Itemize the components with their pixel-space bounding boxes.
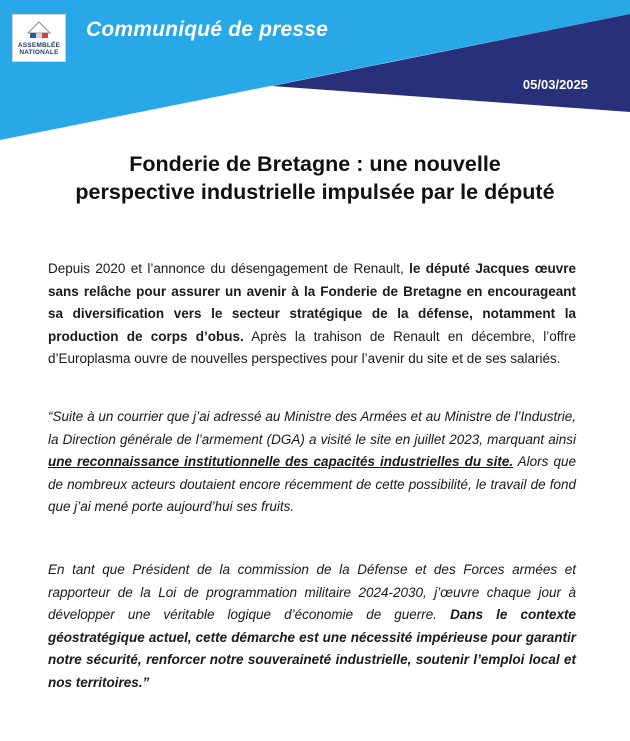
paragraph-intro-text-end: Après la trahison de Renault en décembre, l’offre d’Europlasma ouvre de nouvelles perspectives pour l’avenir du site et de ses salariés. — [48, 328, 577, 366]
logo-line-1: ASSEMBLÉE — [17, 42, 61, 49]
paragraph-quote — [48, 406, 576, 519]
press-release-date: 05/03/2025 — [522, 77, 588, 92]
paragraph-conclusion-closing-quote: ” — [142, 674, 150, 690]
paragraph-intro — [48, 258, 576, 371]
paragraph-conclusion-bold: Dans le contexte géostratégique actuel, cette démarche est une nécessité impérieuse pour garantir notre sécurité, renforcer notre souveraineté industrielle, soutenir l’emploi local et nos territoires. — [48, 607, 577, 690]
headline-line-1: Fonderie de Bretagne : une nouvelle — [129, 152, 501, 176]
paragraph-conclusion-text: En tant que Président de la commission de la Défense et des Forces armées et rapporteur de la Loi de programmation militaire 2024-2030, j’œuvre chaque jour à développer une véritable logique d’économie de guerre. — [48, 562, 576, 622]
headline — [20, 150, 610, 206]
headline-line-2: perspective industrielle impulsée par le député — [75, 180, 555, 204]
assemblee-nationale-logo — [12, 14, 66, 62]
paragraph-quote-emphasis: une reconnaissance institutionnelle des capacités industrielles du site. — [48, 454, 514, 469]
paragraph-conclusion — [48, 559, 576, 694]
header-title: Communiqué de presse — [86, 18, 329, 41]
paragraph-quote-text: “Suite à un courrier que j’ai adressé au Ministre des Armées et au Ministre de l’Industrie, la Direction générale de l’armement (DGA) a visité le site en juillet 2023, marquant ainsi — [48, 409, 576, 447]
logo-line-2: NATIONALE — [19, 49, 59, 56]
paragraph-intro-bold: le député Jacques œuvre sans relâche pour assurer un avenir à la Fonderie de Bretagne en encourageant sa diversification vers le secteur stratégique de la défense, notamment la production de corps d’obus. — [48, 261, 576, 344]
paragraph-quote-text-end: Alors que de nombreux acteurs doutaient encore récemment de cette possibilité, le travail de fond que j’ai mené porte aujourd’hui ses fruits. — [48, 454, 576, 514]
paragraph-intro-text: Depuis 2020 et l’annonce du désengagement de Renault, — [48, 261, 410, 276]
hemicycle-icon — [26, 19, 52, 39]
